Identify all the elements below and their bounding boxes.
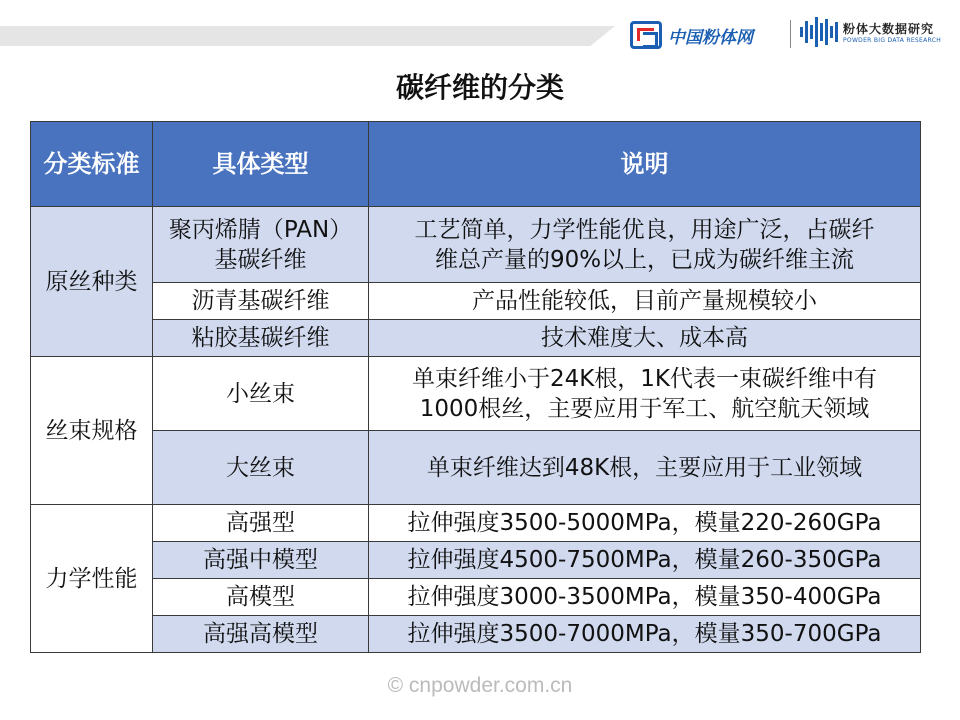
header-gray-bar bbox=[0, 26, 615, 46]
type-cell: 沥青基碳纤维 bbox=[153, 283, 369, 320]
bar-chart-icon bbox=[800, 16, 838, 48]
description-line: 维总产量的90%以上，已成为碳纤维主流 bbox=[434, 246, 855, 273]
type-cell: 高模型 bbox=[153, 579, 369, 616]
cnpowder-logo bbox=[630, 18, 753, 52]
big-data-logo-subtitle: POWDER BIG DATA RESEARCH bbox=[843, 37, 942, 44]
description-cell bbox=[369, 357, 921, 431]
table-header-row bbox=[31, 122, 921, 207]
header-cell-criteria: 分类标准 bbox=[31, 122, 153, 207]
type-line: 聚丙烯腈（PAN） bbox=[168, 216, 353, 243]
table-row bbox=[31, 505, 921, 542]
description-cell: 拉伸强度3500-7000MPa，模量350-700GPa bbox=[369, 616, 921, 653]
category-cell: 丝束规格 bbox=[31, 357, 153, 505]
table-row bbox=[31, 320, 921, 357]
description-line: 单束纤维小于24K根，1K代表一束碳纤维中有 bbox=[411, 365, 878, 392]
big-data-logo-title: 粉体大数据研究 bbox=[843, 22, 935, 36]
table-row bbox=[31, 431, 921, 505]
type-cell: 粘胶基碳纤维 bbox=[153, 320, 369, 357]
type-cell: 高强型 bbox=[153, 505, 369, 542]
logo-divider bbox=[790, 20, 791, 48]
description-cell bbox=[369, 207, 921, 283]
type-cell: 高强中模型 bbox=[153, 542, 369, 579]
table-row bbox=[31, 283, 921, 320]
description-cell: 单束纤维达到48K根，主要应用于工业领域 bbox=[369, 431, 921, 505]
carbon-fiber-classification-table bbox=[30, 121, 921, 653]
table-row bbox=[31, 542, 921, 579]
type-line: 基碳纤维 bbox=[214, 246, 307, 273]
table-row bbox=[31, 579, 921, 616]
header-cell-type: 具体类型 bbox=[153, 122, 369, 207]
table-row bbox=[31, 357, 921, 431]
category-cell: 力学性能 bbox=[31, 505, 153, 653]
description-cell: 拉伸强度3500-5000MPa，模量220-260GPa bbox=[369, 505, 921, 542]
table-row bbox=[31, 616, 921, 653]
cnpowder-logo-icon bbox=[630, 21, 662, 49]
copyright-watermark: © cnpowder.com.cn bbox=[387, 674, 573, 697]
type-cell: 高强高模型 bbox=[153, 616, 369, 653]
table-row bbox=[31, 207, 921, 283]
big-data-logo bbox=[800, 16, 941, 48]
description-cell: 拉伸强度3000-3500MPa，模量350-400GPa bbox=[369, 579, 921, 616]
description-line: 1000根丝，主要应用于军工、航空航天领域 bbox=[419, 395, 870, 422]
type-cell: 小丝束 bbox=[153, 357, 369, 431]
cnpowder-logo-text: 中国粉体网 bbox=[668, 27, 753, 48]
description-cell: 技术难度大、成本高 bbox=[369, 320, 921, 357]
type-cell bbox=[153, 207, 369, 283]
type-cell: 大丝束 bbox=[153, 431, 369, 505]
description-line: 工艺简单，力学性能优良，用途广泛，占碳纤 bbox=[414, 216, 875, 243]
description-cell: 产品性能较低，目前产量规模较小 bbox=[369, 283, 921, 320]
page-title: 碳纤维的分类 bbox=[395, 71, 564, 104]
category-cell: 原丝种类 bbox=[31, 207, 153, 357]
description-cell: 拉伸强度4500-7500MPa，模量260-350GPa bbox=[369, 542, 921, 579]
header-cell-description: 说明 bbox=[369, 122, 921, 207]
